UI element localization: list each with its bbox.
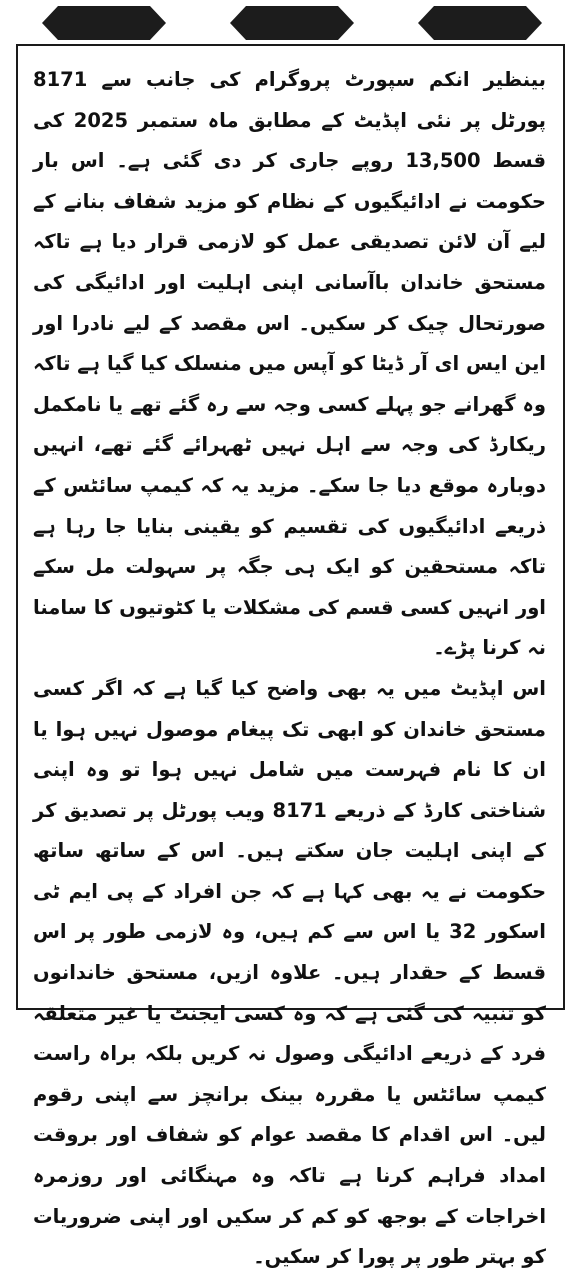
top-decoration xyxy=(0,5,585,41)
article-card xyxy=(16,44,565,1269)
decor-shape-right xyxy=(418,6,542,40)
article-paragraph-1: بینظیر انکم سپورٹ پروگرام کی جانب سے 8171 پورٹل پر نئی اپڈیٹ کے مطابق ماہ ستمبر 2025 کی قسط 13,500 روپے جاری کر دی گئی ہے۔ اس بار حکومت نے ادائیگیوں کے نظام کو مزید شفاف بنانے کے لیے آن لائن تصدیقی عمل کو لازمی قرار دیا ہے تاکہ مستحق خاندان باآسانی اپنی اہلیت اور ادائیگی کی صورتحال چیک کر سکیں۔ اس مقصد کے لیے نادرا اور این ایس ای آر ڈیٹا کو آپس میں منسلک کیا گیا ہے تاکہ وہ گھرانے جو پہلے کسی وجہ سے رہ گئے تھے یا نامکمل ریکارڈ کی وجہ سے اہل نہیں ٹھہرائے گئے تھے، انہیں دوبارہ موقع دیا جا سکے۔ مزید یہ کہ کیمپ سائٹس کے ذریعے ادائیگیوں کی تقسیم کو یقینی بنایا جا رہا ہے تاکہ مستحقین کو ایک ہی جگہ پر سہولت مل سکے اور انہیں کسی قسم کی مشکلات یا کٹوتیوں کا سامنا نہ کرنا پڑے۔ xyxy=(33,68,547,660)
top-decoration-shapes xyxy=(0,5,585,41)
decor-shape-center xyxy=(230,6,354,40)
article-paragraph-2: اس اپڈیٹ میں یہ بھی واضح کیا گیا ہے کہ اگر کسی مستحق خاندان کو ابھی تک پیغام موصول نہیں ہوا یا ان کا نام فہرست میں شامل نہیں ہوا تو وہ اپنی شناختی کارڈ کے ذریعے 8171 ویب پورٹل پر تصدیق کر کے اپنی اہلیت جان سکتے ہیں۔ اس کے ساتھ ساتھ حکومت نے یہ بھی کہا ہے کہ جن افراد کے پی ایم ٹی اسکور 32 یا اس سے کم ہیں، وہ لازمی طور پر اس قسط کے حقدار ہیں۔ علاوہ ازیں، مستحق خاندانوں کو تنبیہ کی گئی ہے کہ وہ کسی ایجنٹ یا غیر متعلقہ فرد کے ذریعے ادائیگی وصول نہ کریں بلکہ براہ راست کیمپ سائٹس یا مقررہ بینک برانچز سے اپنی رقوم لیں۔ اس اقدام کا مقصد عوام کو شفاف اور بروقت امداد فراہم کرنا ہے تاکہ وہ مہنگائی اور روزمرہ اخراجات کے بوجھ کو کم کر سکیں اور اپنی ضروریات کو بہتر طور پر پورا کر سکیں۔ xyxy=(33,676,546,1269)
article-body xyxy=(18,46,563,1278)
decor-shape-left xyxy=(42,6,166,40)
